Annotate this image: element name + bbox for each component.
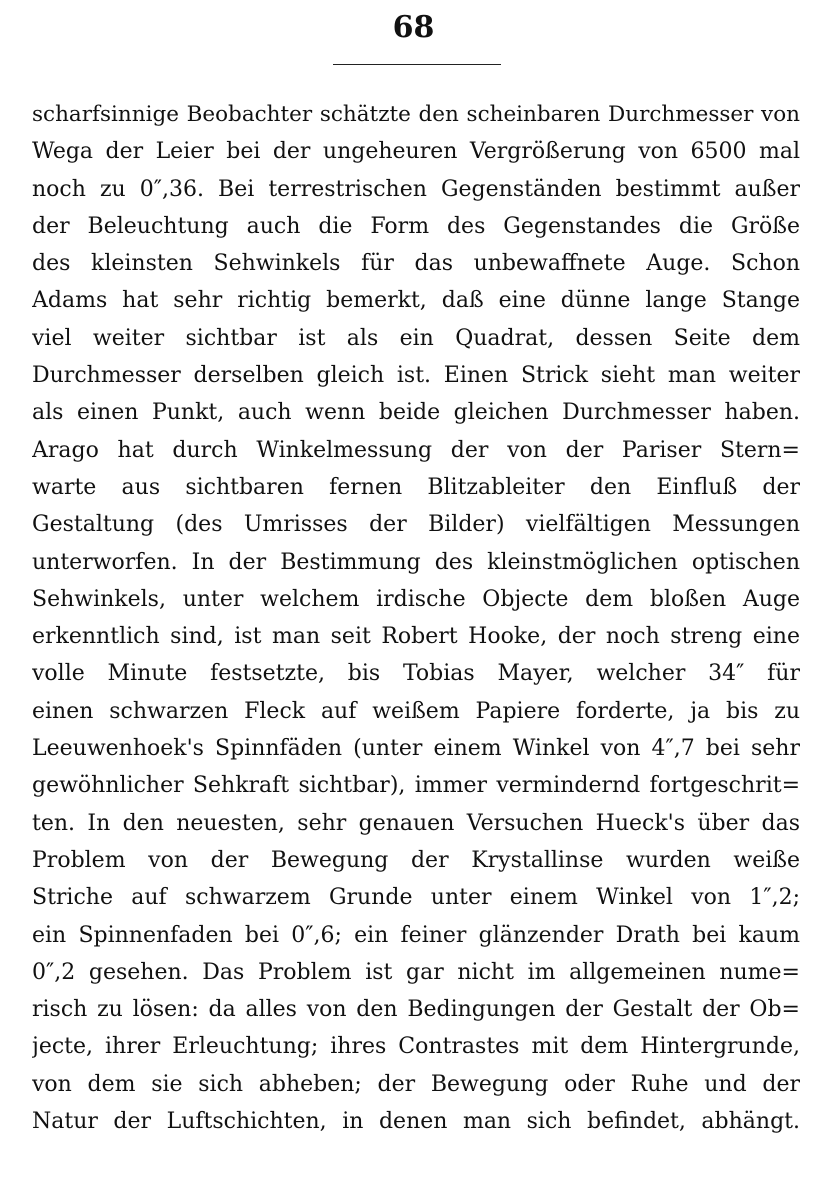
text-line: scharfsinnige Beobachter schätzte den scheinbaren Durchmesser von (32, 102, 800, 127)
text-line: als einen Punkt, auch wenn beide gleichen Durchmesser haben. (32, 400, 800, 426)
text-line: warte aus sichtbaren fernen Blitzableiter den Einfluß der (32, 474, 800, 500)
header-rule (333, 64, 501, 65)
text-line: Adams hat sehr richtig bemerkt, daß eine dünne lange Stange (32, 288, 800, 314)
text-line: jecte, ihrer Erleuchtung; ihres Contrastes mit dem Hintergrunde, (32, 1034, 800, 1060)
body-text (32, 96, 800, 1140)
text-line: unterworfen. In der Bestimmung des kleinstmöglichen optischen (32, 549, 800, 575)
text-line: ein Spinnenfaden bei 0″,6; ein feiner glänzender Drath bei kaum (32, 922, 800, 948)
text-line: gewöhnlicher Sehkraft sichtbar), immer vermindernd fortgeschrit= (32, 773, 800, 799)
text-line: risch zu lösen: da alles von den Bedingungen der Gestalt der Ob= (32, 997, 800, 1023)
text-line: der Beleuchtung auch die Form des Gegenstandes die Größe (32, 213, 800, 239)
text-line: volle Minute festsetzte, bis Tobias Mayer, welcher 34″ für (32, 661, 800, 687)
text-line: Arago hat durch Winkelmessung der von der Pariser Stern= (32, 437, 800, 463)
text-line: Wega der Leier bei der ungeheuren Vergrößerung von 6500 mal (32, 139, 800, 165)
text-line: Striche auf schwarzem Grunde unter einem Winkel von 1″,2; (32, 885, 800, 911)
text-line: des kleinsten Sehwinkels für das unbewaffnete Auge. Schon (32, 251, 800, 277)
text-line: Problem von der Bewegung der Krystallinse wurden weiße (32, 847, 800, 873)
text-line: erkenntlich sind, ist man seit Robert Hooke, der noch streng eine (32, 624, 800, 650)
text-line: Leeuwenhoek's Spinnfäden (unter einem Winkel von 4″,7 bei sehr (32, 736, 800, 762)
text-line: Sehwinkels, unter welchem irdische Objecte dem bloßen Auge (32, 586, 800, 612)
page-number: 68 (392, 10, 435, 45)
text-line: Natur der Luftschichten, in denen man sich befindet, abhängt. (32, 1109, 800, 1135)
text-line: Durchmesser derselben gleich ist. Einen Strick sieht man weiter (32, 363, 800, 389)
text-line: ten. In den neuesten, sehr genauen Versuchen Hueck's über das (32, 810, 800, 836)
text-line: viel weiter sichtbar ist als ein Quadrat, dessen Seite dem (32, 325, 800, 351)
text-line: einen schwarzen Fleck auf weißem Papiere forderte, ja bis zu (32, 698, 800, 724)
text-line: 0″,2 gesehen. Das Problem ist gar nicht im allgemeinen nume= (32, 959, 800, 985)
text-line: Gestaltung (des Umrisses der Bilder) vielfältigen Messungen (32, 512, 800, 538)
text-line: noch zu 0″,36. Bei terrestrischen Gegenständen bestimmt außer (32, 176, 800, 202)
text-line: von dem sie sich abheben; der Bewegung oder Ruhe und der (32, 1071, 800, 1097)
